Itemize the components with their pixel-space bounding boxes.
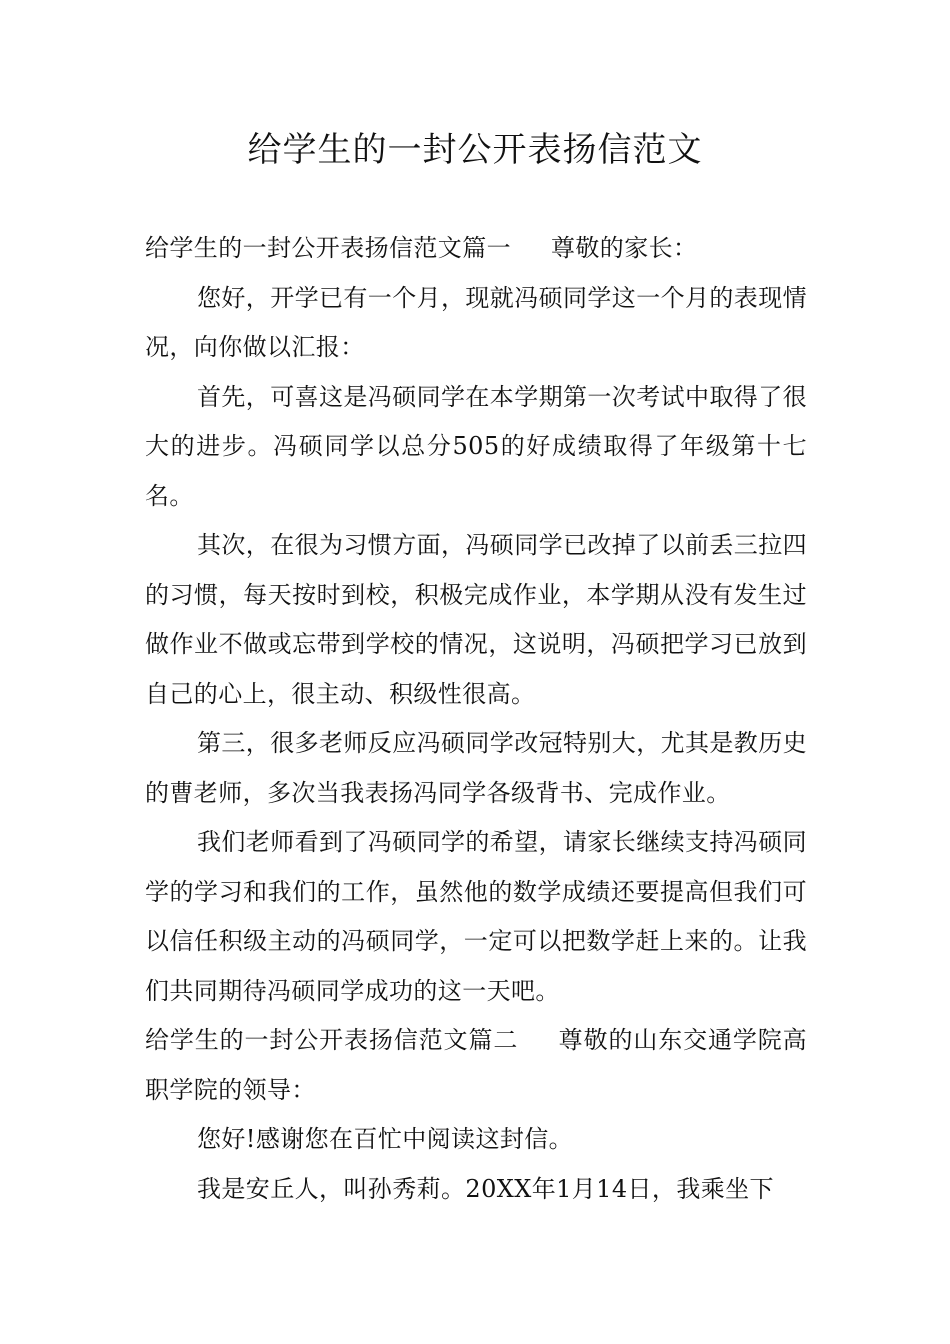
section-heading: 给学生的一封公开表扬信范文篇二 (145, 1026, 519, 1054)
body-paragraph: 其次，在很为习惯方面，冯硕同学已改掉了以前丢三拉四的习惯，每天按时到校，积极完成作业，本学期从没有发生过做作业不做或忘带到学校的情况，这说明，冯硕把学习已放到自己的心上，很主动、积级性很高。 (145, 531, 807, 708)
section-heading-paragraph (145, 1016, 807, 1115)
section-heading-paragraph (145, 224, 807, 274)
body-paragraph: 我是安丘人，叫孙秀莉。20XX年1月14日，我乘坐下 (197, 1174, 774, 1203)
body-paragraph: 您好，开学已有一个月，现就冯硕同学这一个月的表现情况，向你做以汇报： (145, 283, 807, 361)
salutation: 尊敬的山东交通学院高职学院的领导： (145, 1026, 808, 1104)
salutation: 尊敬的家长： (551, 234, 698, 262)
body-paragraph: 我们老师看到了冯硕同学的希望，请家长继续支持冯硕同学的学习和我们的工作，虽然他的数学成绩还要提高但我们可以信任积级主动的冯硕同学，一定可以把数学赶上来的。让我们共同期待冯硕同学成功的这一天吧。 (145, 828, 807, 1005)
document-body (145, 224, 807, 1214)
section-heading: 给学生的一封公开表扬信范文篇一 (145, 234, 511, 262)
body-paragraph: 第三，很多老师反应冯硕同学改冠特别大，尤其是教历史的曹老师，多次当我表扬冯同学各级背书、完成作业。 (145, 729, 807, 807)
document-title: 给学生的一封公开表扬信范文 (247, 130, 703, 170)
body-paragraph: 您好!感谢您在百忙中阅读这封信。 (197, 1125, 574, 1153)
body-paragraph: 首先，可喜这是冯硕同学在本学期第一次考试中取得了很大的进步。冯硕同学以总分505的好成绩取得了年级第十七名。 (145, 382, 807, 510)
